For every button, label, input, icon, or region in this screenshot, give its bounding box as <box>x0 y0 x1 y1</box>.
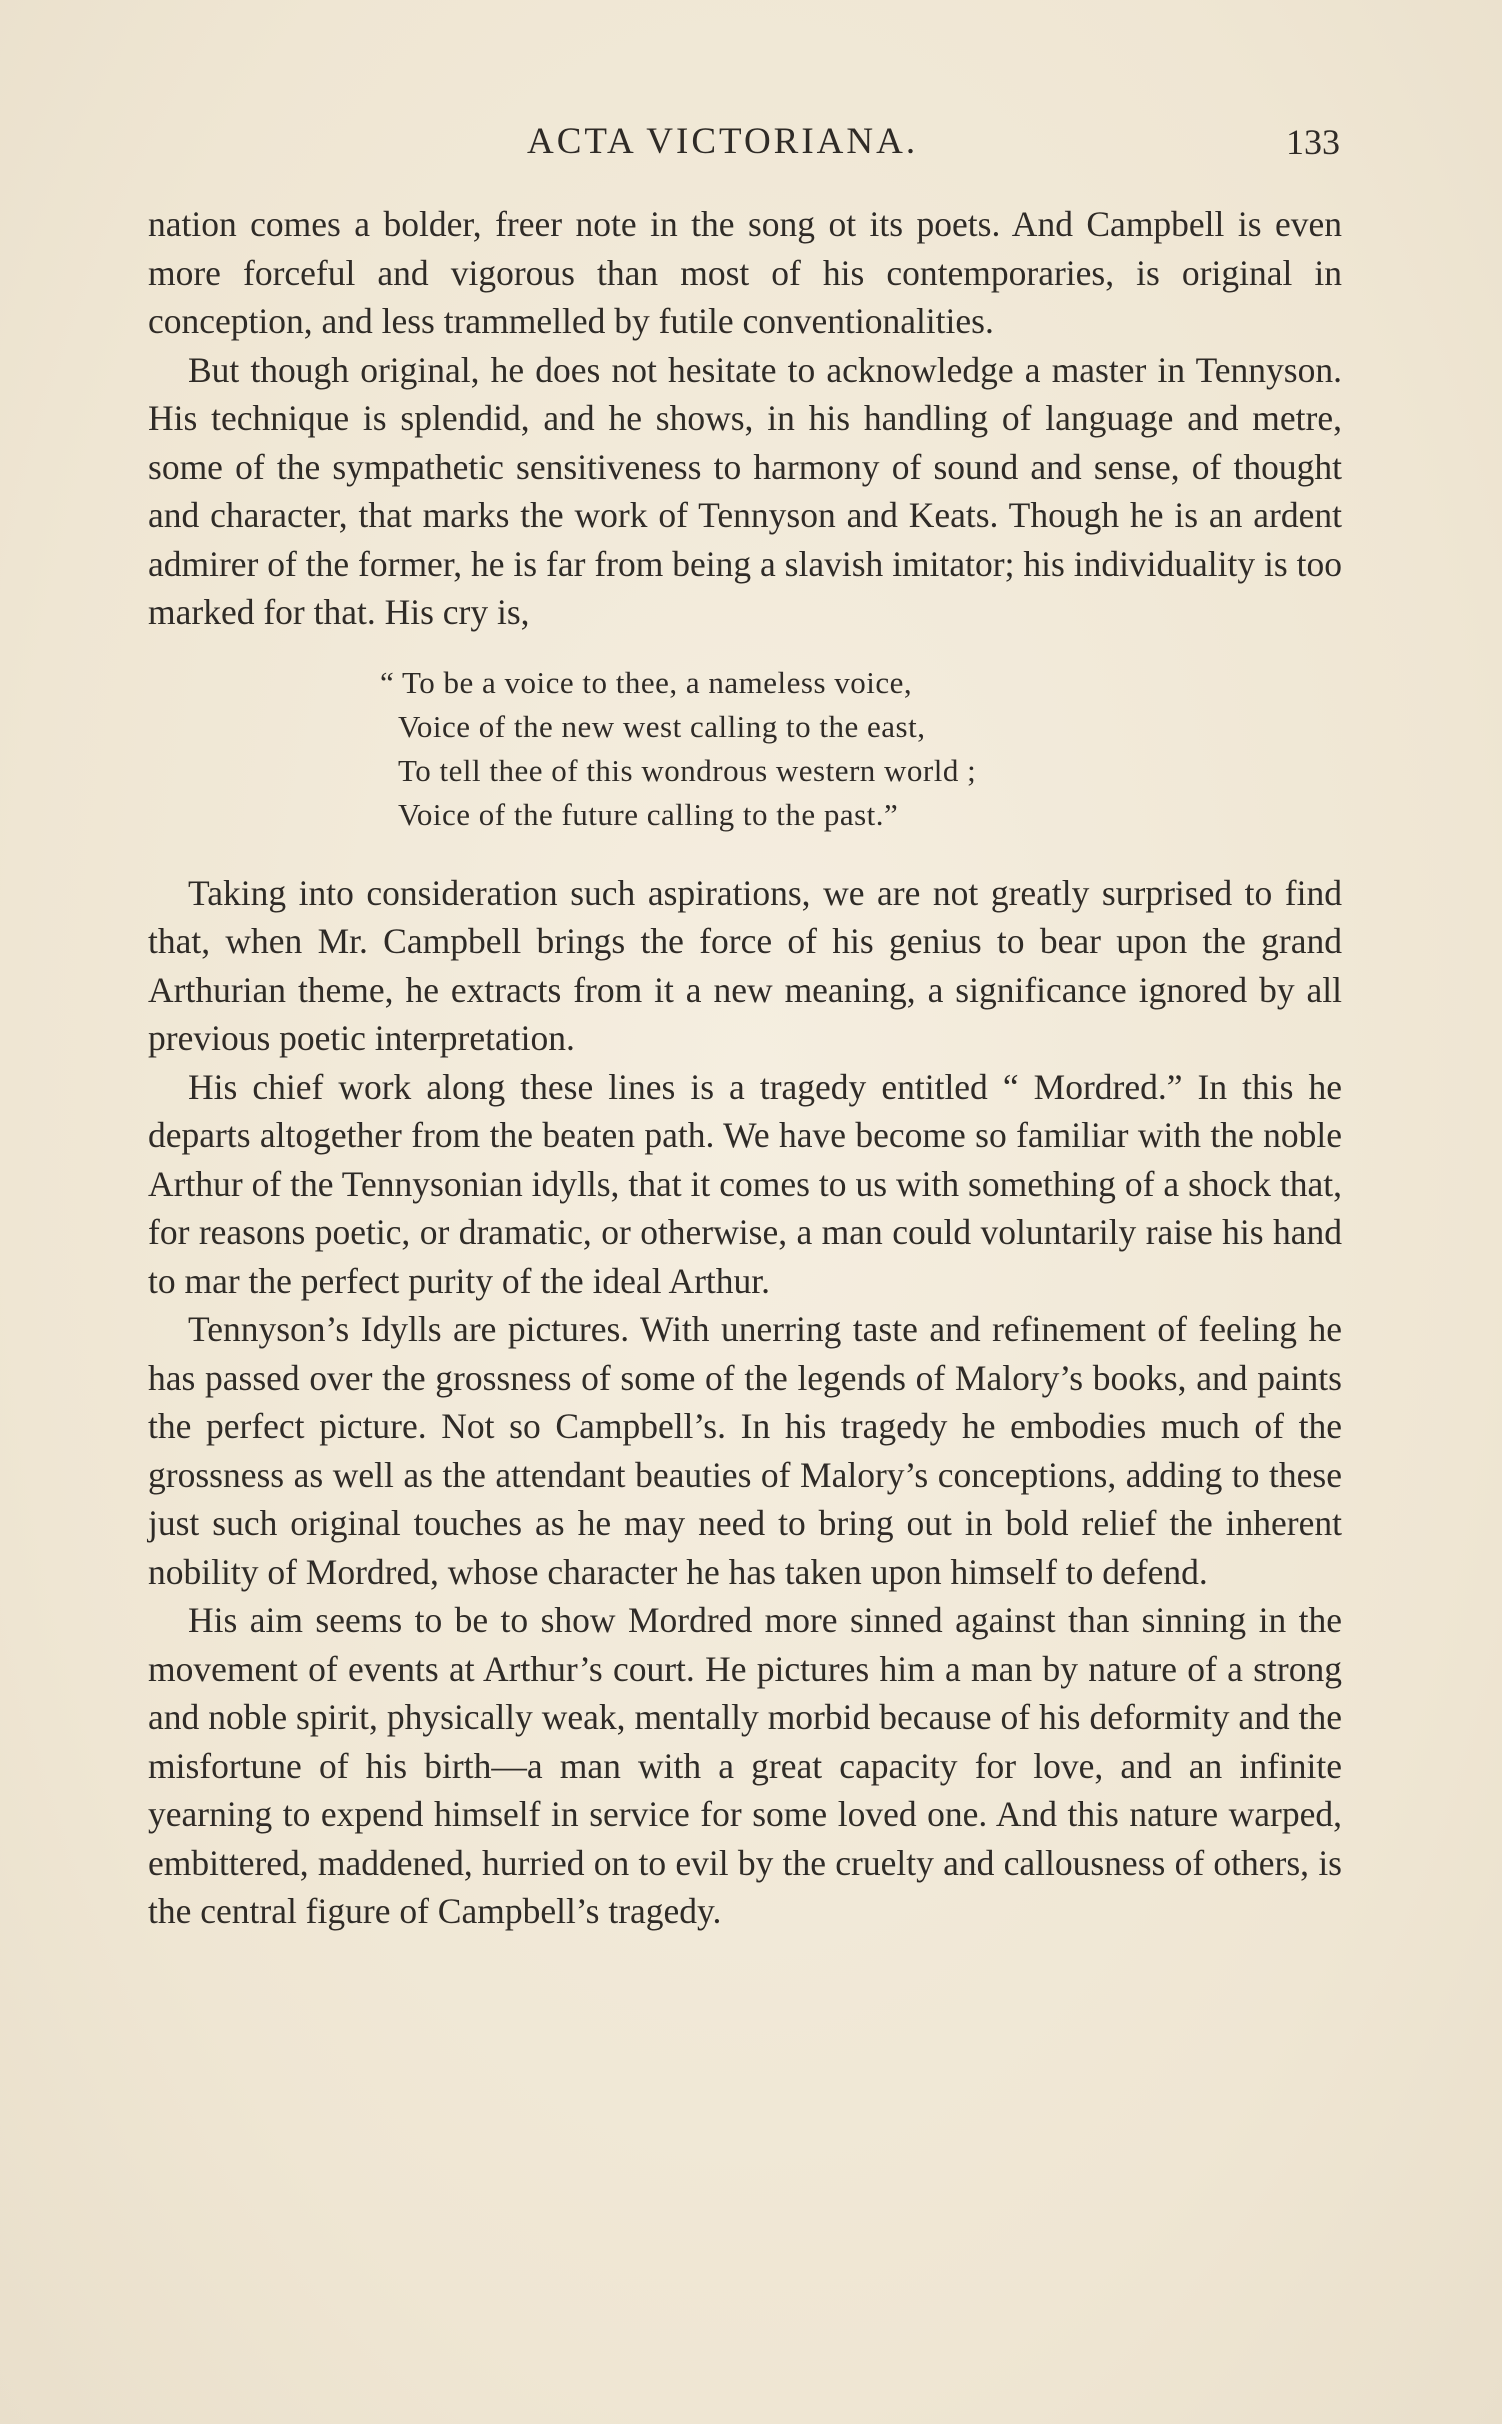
running-head <box>140 118 1340 166</box>
page-number: 133 <box>1286 122 1340 162</box>
paragraph: Tennyson’s Idylls are pictures. With unerring taste and refinement of feeling he has passed over the grossness of some of the legends of Malory’s books, and paints the perfect picture. Not so Campbell’s. In his tragedy he embodies much of the grossness as well as the attendant beauties of Malory’s conceptions, adding to these just such original touches as he may need to bring out in bold relief the inherent nobility of Mordred, whose character he has taken upon himself to defend. <box>148 1309 1342 1592</box>
poem-line: Voice of the new west calling to the east, <box>398 708 926 744</box>
poem-line: Voice of the future calling to the past.” <box>398 796 899 832</box>
article-body <box>148 200 1342 1936</box>
paragraph: nation comes a bolder, freer note in the song ot its poets. And Campbell is even more forceful and vigorous than most of his contemporaries, is original in conception, and less trammelled by futile conventionalities. <box>148 204 1342 341</box>
poem-line: “ To be a voice to thee, a nameless voice, <box>380 664 913 700</box>
poem-quotation <box>380 661 1342 837</box>
paragraph: His chief work along these lines is a tragedy entitled “ Mordred.” In this he departs altogether from the beaten path. We have become so familiar with the noble Arthur of the Tennysonian idylls, that it comes to us with something of a shock that, for reasons poetic, or dramatic, or otherwise, a man could voluntarily raise his hand to mar the perfect purity of the ideal Arthur. <box>148 1066 1342 1301</box>
paragraph: His aim seems to be to show Mordred more sinned against than sinning in the movement of events at Arthur’s court. He pictures him a man by nature of a strong and noble spirit, physically weak, mentally morbid because of his deformity and the misfortune of his birth—a man with a great capacity for love, and an infinite yearning to expend himself in service for some loved one. And this nature warped, embittered, maddened, hurried on to evil by the cruelty and callousness of others, is the central figure of Campbell’s tragedy. <box>148 1600 1342 1931</box>
paragraph: But though original, he does not hesitate to acknowledge a master in Tennyson. His technique is splendid, and he shows, in his handling of language and metre, some of the sympathetic sensitiveness to harmony of sound and sense, of thought and character, that marks the work of Tennyson and Keats. Though he is an ardent admirer of the former, he is far from being a slavish imitator; his individuality is too marked for that. His cry is, <box>148 349 1342 632</box>
running-title: ACTA VICTORIANA. <box>527 121 919 162</box>
poem-line: To tell thee of this wondrous western world ; <box>398 752 977 788</box>
paragraph: Taking into consideration such aspirations, we are not greatly surprised to find that, when Mr. Campbell brings the force of his genius to bear upon the grand Arthurian theme, he extracts from it a new meaning, a significance ignored by all previous poetic interpretation. <box>148 872 1342 1058</box>
